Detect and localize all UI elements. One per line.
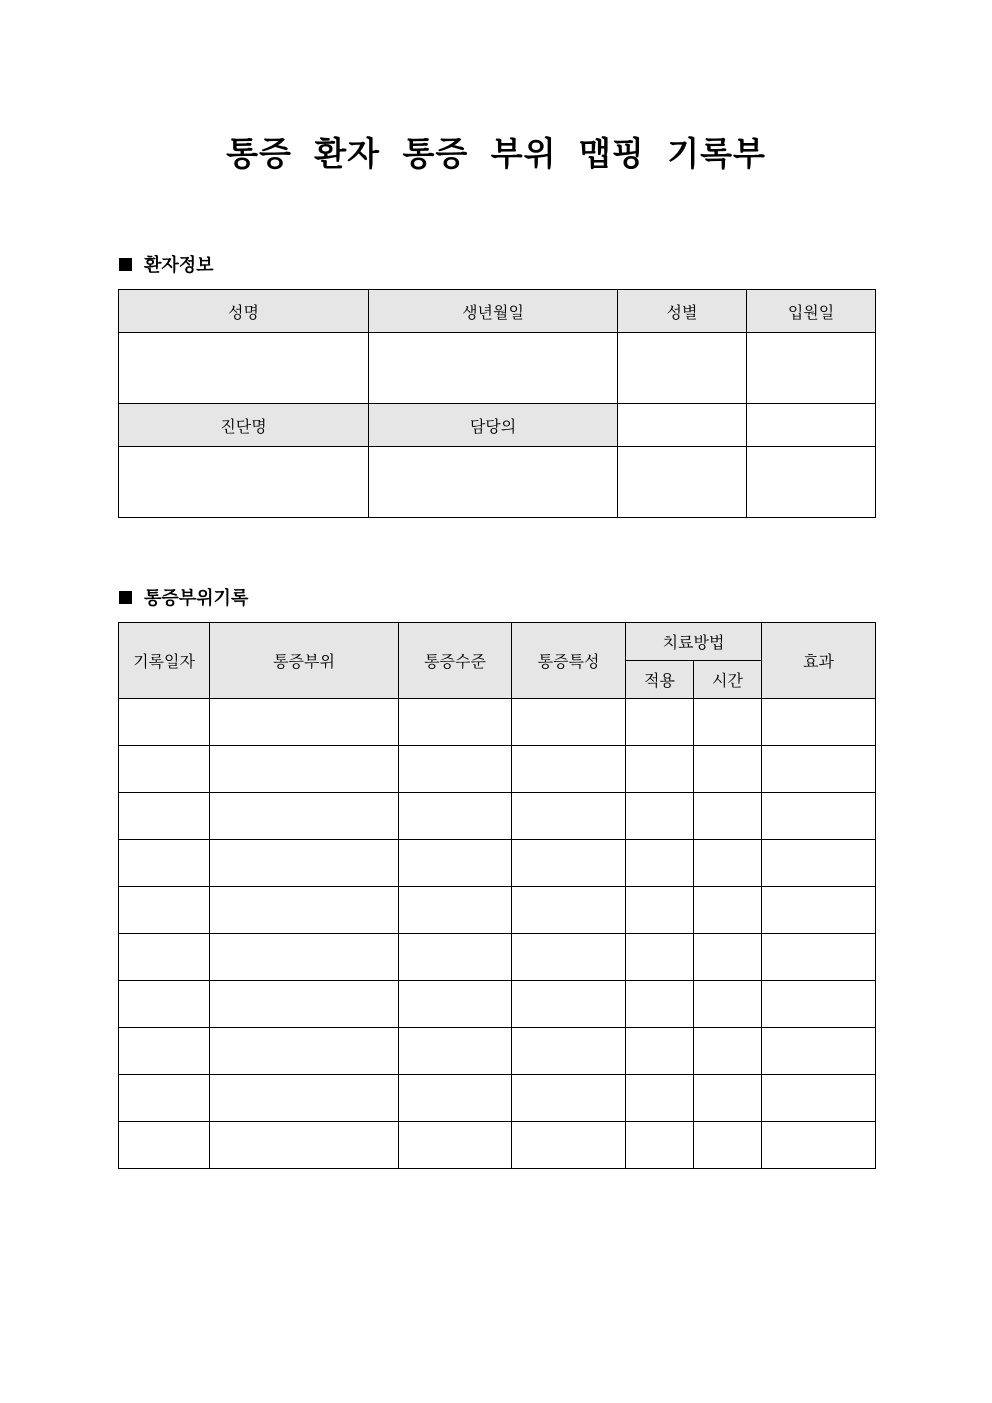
record-date-header: 기록일자	[119, 623, 210, 699]
pain-record-header-row	[119, 623, 876, 661]
square-bullet-icon	[119, 591, 132, 604]
pain-record-heading-label: 통증부위기록	[144, 588, 249, 609]
table-row	[119, 793, 876, 840]
treatment-apply-cell[interactable]	[626, 699, 694, 746]
patient-info-table	[118, 289, 876, 518]
record-date-cell[interactable]	[119, 1075, 210, 1122]
record-date-cell[interactable]	[119, 699, 210, 746]
physician-field[interactable]	[369, 447, 618, 518]
pain-site-header: 통증부위	[210, 623, 399, 699]
effect-cell[interactable]	[762, 793, 876, 840]
pain-character-cell[interactable]	[512, 1122, 626, 1169]
physician-header: 담당의	[369, 404, 618, 447]
treatment-apply-header: 적용	[626, 661, 694, 699]
pain-level-cell[interactable]	[399, 793, 512, 840]
treatment-time-cell[interactable]	[694, 934, 762, 981]
document-title: 통증 환자 통증 부위 맵핑 기록부	[226, 134, 766, 173]
treatment-time-cell[interactable]	[694, 793, 762, 840]
admission-date-header: 입원일	[747, 290, 876, 333]
admission-date-field[interactable]	[747, 333, 876, 404]
treatment-apply-cell[interactable]	[626, 887, 694, 934]
treatment-time-cell[interactable]	[694, 1028, 762, 1075]
pain-level-cell[interactable]	[399, 1122, 512, 1169]
pain-level-header: 통증수준	[399, 623, 512, 699]
pain-character-header: 통증특성	[512, 623, 626, 699]
pain-character-cell[interactable]	[512, 699, 626, 746]
pain-level-cell[interactable]	[399, 699, 512, 746]
effect-cell[interactable]	[762, 1075, 876, 1122]
table-row	[119, 1122, 876, 1169]
table-row	[119, 840, 876, 887]
patient-info-heading	[119, 252, 214, 276]
diagnosis-header-row	[119, 404, 876, 447]
pain-site-cell[interactable]	[210, 887, 399, 934]
pain-level-cell[interactable]	[399, 746, 512, 793]
treatment-time-cell[interactable]	[694, 746, 762, 793]
pain-character-cell[interactable]	[512, 746, 626, 793]
record-date-cell[interactable]	[119, 887, 210, 934]
pain-level-cell[interactable]	[399, 1028, 512, 1075]
name-header: 성명	[119, 290, 369, 333]
pain-site-cell[interactable]	[210, 1122, 399, 1169]
effect-cell[interactable]	[762, 934, 876, 981]
record-date-cell[interactable]	[119, 981, 210, 1028]
treatment-time-cell[interactable]	[694, 840, 762, 887]
pain-level-cell[interactable]	[399, 1075, 512, 1122]
table-row	[119, 699, 876, 746]
treatment-time-cell[interactable]	[694, 1122, 762, 1169]
name-field[interactable]	[119, 333, 369, 404]
effect-cell[interactable]	[762, 1028, 876, 1075]
effect-cell[interactable]	[762, 981, 876, 1028]
blank-field[interactable]	[618, 447, 747, 518]
record-date-cell[interactable]	[119, 934, 210, 981]
patient-info-header-row	[119, 290, 876, 333]
diagnosis-value-row	[119, 447, 876, 518]
treatment-apply-cell[interactable]	[626, 1028, 694, 1075]
pain-site-cell[interactable]	[210, 1028, 399, 1075]
treatment-header: 치료방법	[626, 623, 762, 661]
pain-character-cell[interactable]	[512, 793, 626, 840]
pain-character-cell[interactable]	[512, 887, 626, 934]
pain-site-cell[interactable]	[210, 840, 399, 887]
effect-cell[interactable]	[762, 887, 876, 934]
table-row	[119, 981, 876, 1028]
pain-site-cell[interactable]	[210, 981, 399, 1028]
treatment-apply-cell[interactable]	[626, 793, 694, 840]
treatment-time-cell[interactable]	[694, 981, 762, 1028]
pain-site-cell[interactable]	[210, 793, 399, 840]
treatment-time-cell[interactable]	[694, 887, 762, 934]
birthdate-field[interactable]	[369, 333, 618, 404]
pain-character-cell[interactable]	[512, 981, 626, 1028]
record-date-cell[interactable]	[119, 1122, 210, 1169]
treatment-time-cell[interactable]	[694, 699, 762, 746]
treatment-time-header: 시간	[694, 661, 762, 699]
effect-cell[interactable]	[762, 840, 876, 887]
table-row	[119, 1028, 876, 1075]
patient-info-heading-label: 환자정보	[144, 255, 214, 276]
diagnosis-header: 진단명	[119, 404, 369, 447]
table-row	[119, 746, 876, 793]
square-bullet-icon	[119, 258, 132, 271]
blank-header-cell[interactable]	[747, 404, 876, 447]
blank-field[interactable]	[747, 447, 876, 518]
pain-record-heading	[119, 585, 248, 609]
sex-field[interactable]	[618, 333, 747, 404]
effect-cell[interactable]	[762, 1122, 876, 1169]
effect-header: 효과	[762, 623, 876, 699]
treatment-apply-cell[interactable]	[626, 746, 694, 793]
table-row	[119, 934, 876, 981]
table-row	[119, 1075, 876, 1122]
effect-cell[interactable]	[762, 699, 876, 746]
treatment-apply-cell[interactable]	[626, 1075, 694, 1122]
effect-cell[interactable]	[762, 746, 876, 793]
pain-character-cell[interactable]	[512, 1028, 626, 1075]
treatment-apply-cell[interactable]	[626, 934, 694, 981]
pain-record-table	[118, 622, 876, 1169]
pain-level-cell[interactable]	[399, 840, 512, 887]
pain-character-cell[interactable]	[512, 934, 626, 981]
sex-header: 성별	[618, 290, 747, 333]
diagnosis-field[interactable]	[119, 447, 369, 518]
patient-info-value-row	[119, 333, 876, 404]
treatment-time-cell[interactable]	[694, 1075, 762, 1122]
pain-level-cell[interactable]	[399, 934, 512, 981]
pain-character-cell[interactable]	[512, 1075, 626, 1122]
record-date-cell[interactable]	[119, 840, 210, 887]
birthdate-header: 생년월일	[369, 290, 618, 333]
pain-site-cell[interactable]	[210, 934, 399, 981]
treatment-apply-cell[interactable]	[626, 1122, 694, 1169]
table-row	[119, 887, 876, 934]
record-date-cell[interactable]	[119, 793, 210, 840]
blank-header-cell[interactable]	[618, 404, 747, 447]
pain-site-cell[interactable]	[210, 746, 399, 793]
pain-character-cell[interactable]	[512, 840, 626, 887]
record-date-cell[interactable]	[119, 746, 210, 793]
pain-level-cell[interactable]	[399, 887, 512, 934]
record-date-cell[interactable]	[119, 1028, 210, 1075]
pain-level-cell[interactable]	[399, 981, 512, 1028]
pain-site-cell[interactable]	[210, 699, 399, 746]
treatment-apply-cell[interactable]	[626, 981, 694, 1028]
treatment-apply-cell[interactable]	[626, 840, 694, 887]
pain-site-cell[interactable]	[210, 1075, 399, 1122]
